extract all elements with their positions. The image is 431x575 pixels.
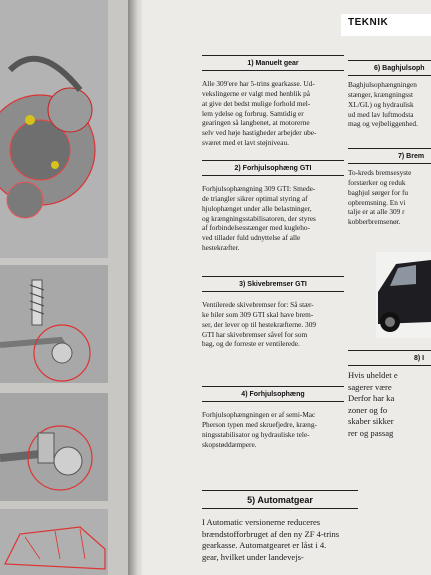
side-section-brakes	[348, 148, 431, 227]
section-rule	[348, 75, 431, 76]
body-line: selv ved høje hastigheder arbejder ube-	[202, 128, 317, 138]
body-line: hjulophænget under alle belastninger,	[202, 203, 312, 213]
section-title: 4) Forhjulsophæng	[241, 391, 305, 398]
section-body	[202, 300, 344, 349]
body-line: rer og passag	[348, 427, 394, 438]
section-rule	[348, 163, 431, 164]
section-body	[348, 80, 431, 129]
body-line: Pherson typen med skruefjedre, kræng-	[202, 419, 317, 429]
body-line: vekslingerne er valgt med henblik på	[202, 88, 310, 98]
body-line: skopstøddæmpere.	[202, 439, 257, 449]
body-line: ud med lav luftmodsta	[348, 109, 414, 119]
body-line: gearingen så langbenet, at motorerne	[202, 118, 310, 128]
section-disc-brakes-gti	[202, 276, 344, 349]
body-line: kobberbremsenør.	[348, 217, 401, 227]
section-rule	[202, 401, 344, 402]
car-body-illustration	[0, 509, 108, 575]
section-rule	[202, 70, 344, 71]
section-body	[202, 410, 344, 449]
body-line: hestekræfter.	[202, 243, 240, 253]
section-title: 6) Baghjulsoph	[374, 65, 425, 72]
section-front-suspension	[202, 386, 344, 449]
section-manual-gear	[202, 55, 344, 148]
body-line: forstærker og reduk	[348, 177, 406, 187]
section-automatic-gear	[202, 490, 358, 563]
section-title: 8) I	[414, 355, 425, 362]
section-body	[202, 184, 344, 253]
section-rule	[202, 175, 344, 176]
section-body	[202, 79, 344, 148]
side-section-rear-suspension	[348, 60, 431, 129]
body-line: opbremsning. En vi	[348, 197, 406, 207]
section-rule	[202, 508, 358, 509]
body-line: I Automatic versionerne reduceres	[202, 517, 321, 527]
gearbox-illustration	[0, 0, 108, 258]
body-line: sværet med et lavt støjniveau.	[202, 138, 289, 148]
body-line: GTI har skivebremser såvel for som	[202, 329, 308, 339]
body-line: ved tillader fuld udnyttelse af alle	[202, 233, 301, 243]
section-front-suspension-gti	[202, 160, 344, 253]
body-line: at give det bedst mulige forhold mel-	[202, 98, 311, 108]
front-suspension-gti-illustration	[0, 265, 108, 383]
body-line: sagerer være	[348, 381, 392, 392]
body-line: Forhjulsophængning 309 GTI: Smede-	[202, 184, 316, 193]
side-section-safety	[348, 350, 431, 440]
body-line: og krængningsstabilisatoren, der styres	[202, 213, 316, 223]
body-line: Derfor har ka	[348, 393, 395, 404]
body-line: mag og vejbeliggenhed.	[348, 119, 418, 129]
body-line: ke biler som 309 GTI skal have brem-	[202, 309, 314, 319]
page-header-title: TEKNIK	[348, 17, 389, 28]
body-line: lem ydelse og forbrug. Samtidig er	[202, 108, 304, 118]
body-line: Forhjulsophængningen er af semi-Mac	[202, 410, 316, 419]
disc-brake-illustration	[0, 393, 108, 501]
section-title: 2) Forhjulsophæng GTI	[234, 165, 312, 172]
body-line: stænger, krængningsst	[348, 89, 413, 99]
body-line: Baghjulsophængningen	[348, 80, 417, 89]
body-line: baghjul sørger for fu	[348, 187, 409, 197]
section-title: 1) Manuelt gear	[247, 60, 299, 67]
body-line: zoner og fo	[348, 404, 388, 415]
car-photo	[376, 252, 431, 338]
section-title: 3) Skivebremser GTI	[239, 281, 307, 288]
left-page	[0, 0, 140, 575]
section-body	[202, 517, 358, 563]
section-title: 5) Automatgear	[247, 495, 313, 505]
body-line: ningsstabilisator og hydrauliske tele-	[202, 429, 310, 439]
body-line: To-kreds bremsesyste	[348, 168, 412, 177]
section-title: 7) Brem	[398, 153, 425, 160]
body-line: Hvis uheldet e	[348, 370, 398, 380]
body-line: bag, og de forreste er ventilerede.	[202, 339, 300, 349]
body-line: XL/GL) og hydraulisk	[348, 99, 414, 109]
body-line: Alle 309'ere har 5-trins gearkasse. Ud-	[202, 79, 315, 88]
body-line: de triangler sikrer optimal styring af	[202, 193, 308, 203]
body-line: skaber sikker	[348, 416, 394, 427]
body-line: gear, hvilket under landevejs-	[202, 551, 304, 562]
section-rule	[348, 365, 431, 366]
body-line: af forbindelsesstænger med kugleho-	[202, 223, 311, 233]
section-body	[348, 370, 431, 440]
body-line: ser, der lever op til hestekræfterne. 309	[202, 319, 316, 329]
body-line: talje er at alle 309 r	[348, 207, 405, 217]
body-line: brændstofforbruget af den ny ZF 4-trins	[202, 528, 340, 539]
section-rule	[202, 291, 344, 292]
body-line: gearkasse. Automatgearet er låst i 4.	[202, 540, 327, 551]
body-line: Ventilerede skivebremser for: Så stær-	[202, 300, 314, 309]
section-body	[348, 168, 431, 227]
